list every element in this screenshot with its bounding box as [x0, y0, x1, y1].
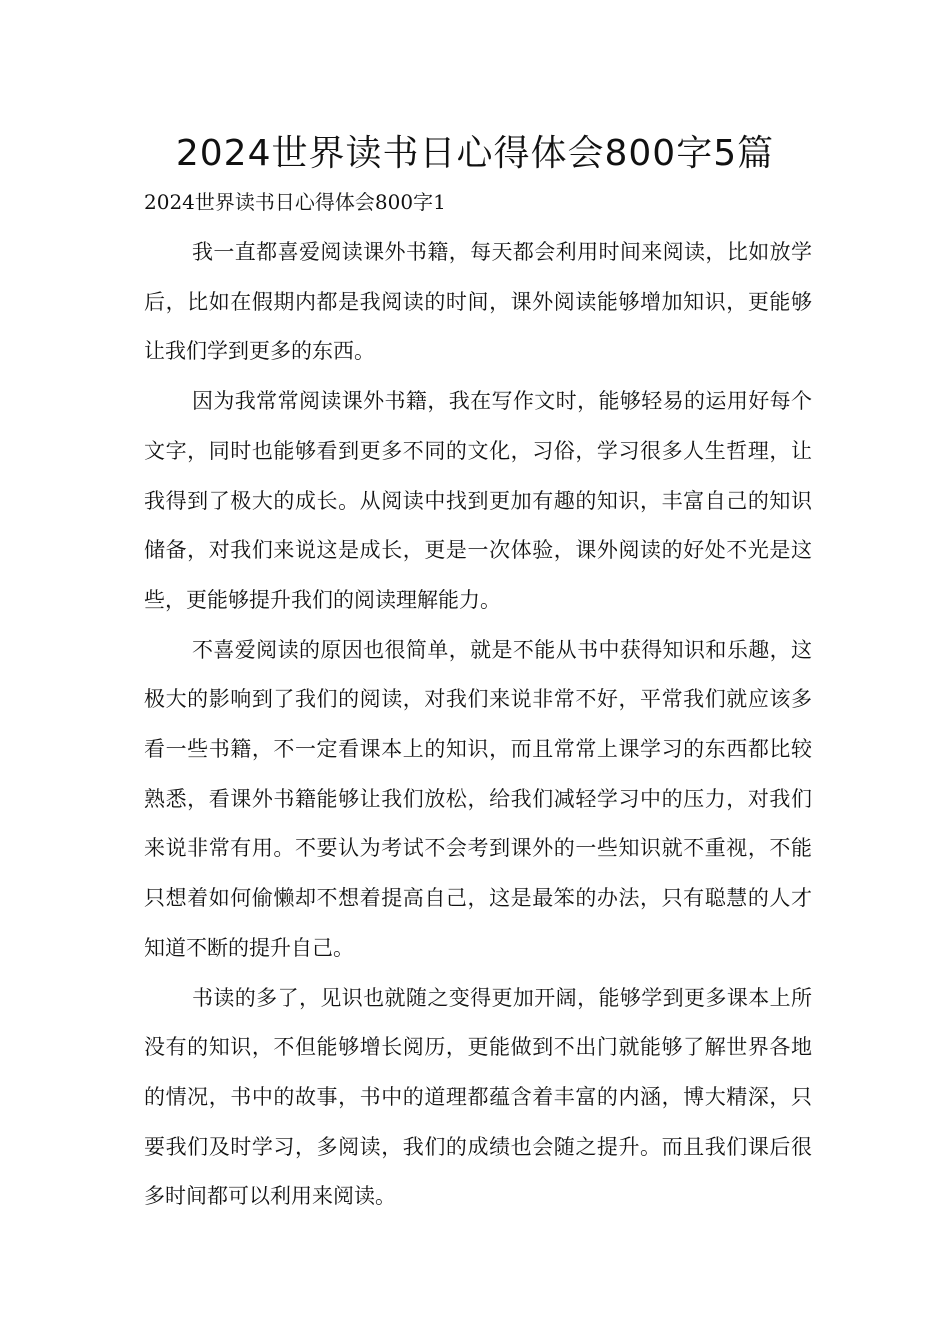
document-title: 2024世界读书日心得体会800字5篇 — [175, 133, 775, 174]
paragraph-1: 我一直都喜爱阅读课外书籍，每天都会利用时间来阅读，比如放学后，比如在假期内都是我阅读的时间，课外阅读能够增加知识，更能够让我们学到更多的东西。 — [144, 240, 812, 364]
paragraph-3: 不喜爱阅读的原因也很简单，就是不能从书中获得知识和乐趣，这极大的影响到了我们的阅读，对我们来说非常不好，平常我们就应该多看一些书籍，不一定看课本上的知识，而且常常上课学习的东西都比较熟悉，看课外书籍能够让我们放松，给我们减轻学习中的压力，对我们来说非常有用。不要认为考试不会考到课外的一些知识就不重视，不能只想着如何偷懒却不想着提高自己，这是最笨的办法，只有聪慧的人才知道不断的提升自己。 — [144, 637, 812, 960]
paragraph-2: 因为我常常阅读课外书籍，我在写作文时，能够轻易的运用好每个文字，同时也能够看到更多不同的文化，习俗，学习很多人生哲理，让我得到了极大的成长。从阅读中找到更加有趣的知识，丰富自己的知识储备，对我们来说这是成长，更是一次体验，课外阅读的好处不光是这些，更能够提升我们的阅读理解能力。 — [144, 389, 812, 612]
paragraph-4: 书读的多了，见识也就随之变得更加开阔，能够学到更多课本上所没有的知识，不但能够增长阅历，更能做到不出门就能够了解世界各地的情况，书中的故事，书中的道理都蕴含着丰富的内涵，博大精深，只要我们及时学习，多阅读，我们的成绩也会随之提升。而且我们课后很多时间都可以利用来阅读。 — [144, 985, 812, 1209]
section-heading: 2024世界读书日心得体会800字1 — [144, 190, 446, 214]
document-body — [144, 228, 812, 1222]
